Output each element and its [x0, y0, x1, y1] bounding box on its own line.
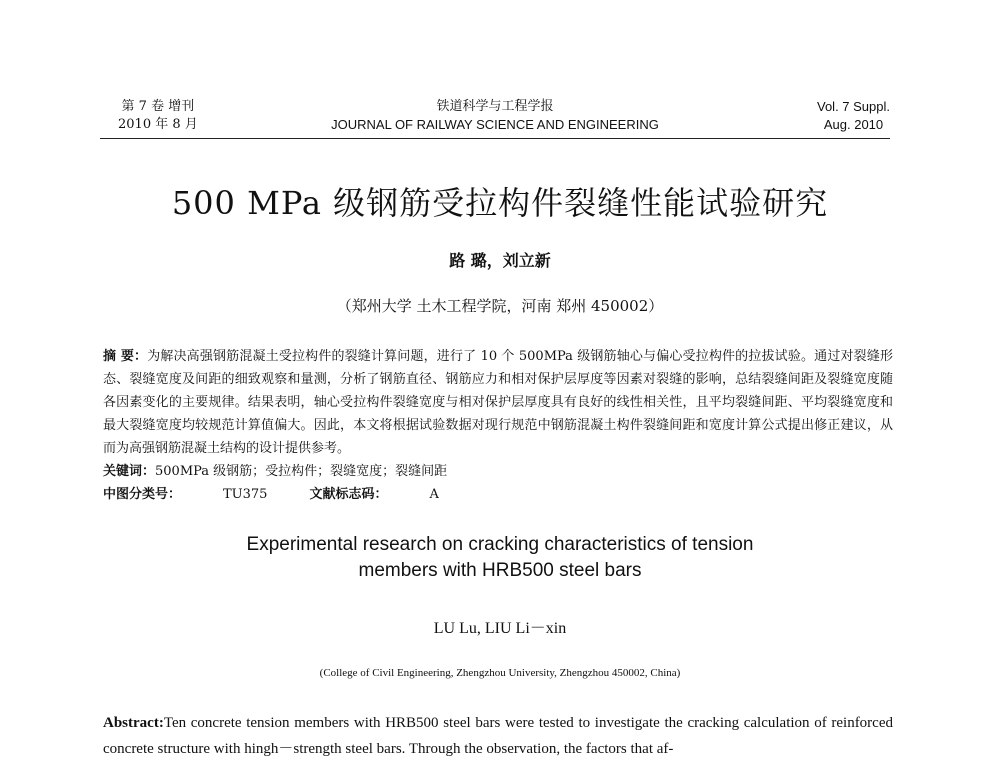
volume-issue-cn: 第 7 卷 增刊 — [121, 99, 195, 114]
journal-name — [100, 98, 890, 134]
journal-name-cn: 铁道科学与工程学报 — [436, 99, 554, 114]
classification-label: 中图分类号： — [103, 487, 182, 502]
abstract-en-label: Abstract: — [103, 715, 164, 731]
paper-title-en-line2: members with HRB500 steel bars — [358, 560, 642, 581]
date-cn: 2010 年 8 月 — [118, 117, 198, 132]
abstract-cn-label: 摘 要： — [103, 349, 148, 364]
date-en: Aug. 2010 — [823, 117, 884, 132]
classification-row — [103, 483, 893, 506]
abstract-cn-text: 为解决高强钢筋混凝土受拉构件的裂缝计算问题，进行了 10 个 500MPa 级钢筋轴心与偏心受拉构件的拉拔试验。通过对裂缝形态、裂缝宽度及间距的细致观察和量测，分析了钢筋直径、钢筋应力和相对保护层厚度等因素对裂缝的影响，总结裂缝间距及裂缝宽度随各因素变化的主要规律。结果表明，轴心受拉构件裂缝宽度与相对保护层厚度具有良好的线性相关性，且平均裂缝间距、平均裂缝宽度和最大裂缝宽度均较规范计算值偏大。因此，本文将根据试验数据对现行规范中钢筋混凝土构件裂缝间距和宽度计算公式提出修正建议，从而为高强钢筋混凝土结构的设计提供参考。 — [103, 349, 893, 456]
volume-issue-en: Vol. 7 Suppl. — [817, 99, 890, 114]
classification-value: TU375 — [223, 487, 268, 502]
paper-title-en-line1: Experimental research on cracking characteristics of tension — [246, 534, 754, 555]
abstract-cn-block — [103, 345, 893, 506]
journal-name-en: JOURNAL OF RAILWAY SCIENCE AND ENGINEERING — [331, 117, 659, 132]
volume-info-en — [817, 98, 890, 134]
doc-code-value: A — [429, 487, 439, 502]
affiliation-cn: （郑州大学 土木工程学院，河南 郑州 450002） — [336, 297, 664, 315]
running-header — [100, 98, 890, 142]
paper-title-en — [0, 532, 1000, 584]
abstract-en-block — [103, 710, 893, 762]
paper-title-cn: 500 MPa 级钢筋受拉构件裂缝性能试验研究 — [171, 184, 829, 222]
abstract-en — [103, 710, 893, 762]
abstract-en-text: Ten concrete tension members with HRB500 steel bars were tested to investigate the cracking calculation of reinforced concrete structure with hingh－strength steel bars. Through the observation, the factors that af- — [103, 715, 893, 757]
authors-cn: 路 璐，刘立新 — [449, 251, 551, 270]
keywords-text: 500MPa 级钢筋；受拉构件；裂缝宽度；裂缝间距 — [155, 464, 448, 479]
classification-group — [103, 487, 267, 502]
keywords-label: 关键词： — [103, 464, 156, 479]
doc-code-label: 文献标志码： — [309, 487, 388, 502]
keywords-row — [103, 460, 893, 483]
affiliation-en: (College of Civil Engineering, Zhengzhou University, Zhengzhou 450002, China) — [319, 667, 681, 679]
authors-en: LU Lu, LIU Li－xin — [433, 620, 567, 637]
header-rule — [100, 138, 890, 139]
abstract-cn — [103, 345, 893, 460]
doc-code-group — [309, 487, 438, 502]
